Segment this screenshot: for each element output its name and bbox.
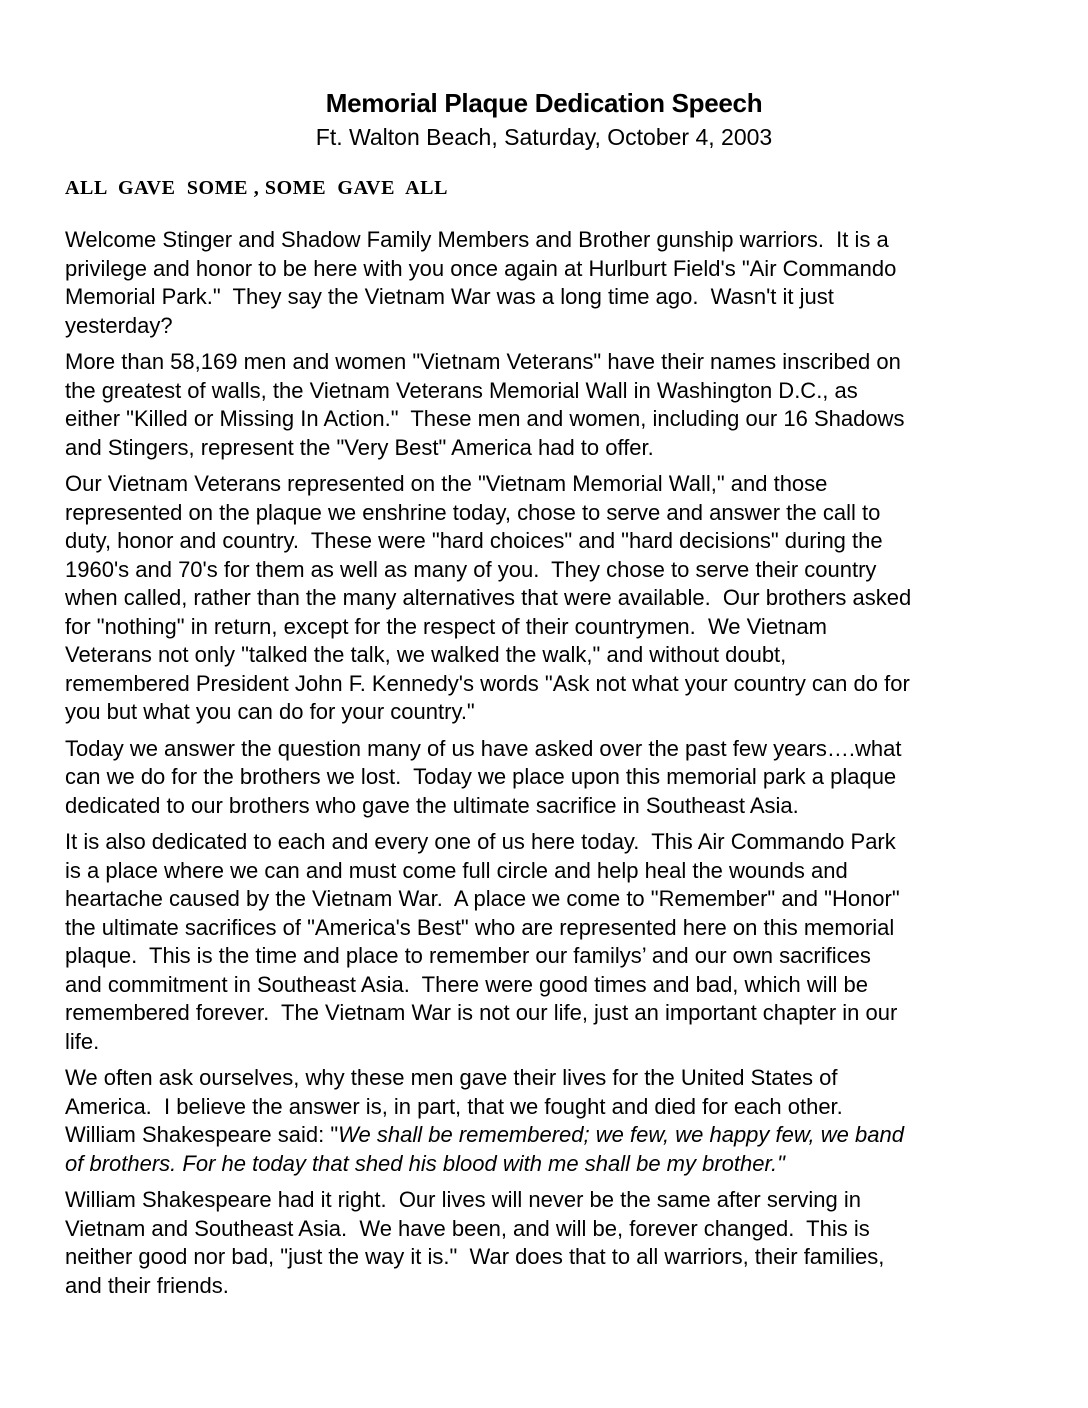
text-line: and Stingers, represent the "Very Best" America had to offer. — [65, 434, 654, 460]
text-line: and commitment in Southeast Asia. There were good times and bad, which will be — [65, 971, 869, 997]
quote-line — [65, 1150, 1025, 1179]
text-line: 1960's and 70's for them as well as many of you. They chose to serve their country — [65, 556, 877, 582]
text-line: dedicated to our brothers who gave the ultimate sacrifice in Southeast Asia. — [65, 792, 799, 818]
text-line: either "Killed or Missing In Action." These men and women, including our 16 Shadows — [65, 406, 905, 431]
paragraph-shakespeare-quote — [65, 1064, 1025, 1178]
text-line: William Shakespeare had it right. Our lives will never be the same after serving in — [65, 1187, 862, 1212]
paragraph-veterans-choice — [65, 470, 1025, 727]
quote-text: We shall be remembered; we few, we happy few, we band — [338, 1122, 904, 1147]
text-line: can we do for the brothers we lost. Today we place upon this memorial park a plaque — [65, 764, 897, 789]
quote-text: of brothers. For he today that shed his blood with me shall be my brother. — [65, 1150, 778, 1176]
paragraph-dedication — [65, 828, 1025, 1056]
text-line: the greatest of walls, the Vietnam Veterans Memorial Wall in Washington D.C., as — [65, 377, 858, 403]
text-line: More than 58,169 men and women "Vietnam Veterans" have their names inscribed on — [65, 349, 901, 374]
text-line: heartache caused by the Vietnam War. A place we come to "Remember" and "Honor" — [65, 886, 900, 911]
text-line: It is also dedicated to each and every one of us here today. This Air Commando Park — [65, 829, 896, 854]
text-line: America. I believe the answer is, in part, that we fought and died for each other. — [65, 1093, 843, 1119]
paragraph-memorial-wall — [65, 348, 1025, 462]
text-line: duty, honor and country. These were "hard choices" and "hard decisions" during the — [65, 528, 883, 553]
text-line: Our Vietnam Veterans represented on the "Vietnam Memorial Wall," and those — [65, 471, 828, 496]
text-line: for "nothing" in return, except for the respect of their countrymen. We Vietnam — [65, 613, 827, 639]
document-subtitle: Ft. Walton Beach, Saturday, October 4, 2003 — [315, 124, 773, 150]
text-line: remembered forever. The Vietnam War is not our life, just an important chapter in our — [65, 1000, 898, 1025]
text-line: and their friends. — [65, 1272, 229, 1298]
text-line: remembered President John F. Kennedy's words "Ask not what your country can do for — [65, 670, 910, 696]
text-line: We often ask ourselves, why these men gave their lives for the United States of — [65, 1065, 838, 1090]
text-line: neither good nor bad, "just the way it is." War does that to all warriors, their families, — [65, 1244, 885, 1269]
text-line: Welcome Stinger and Shadow Family Members and Brother gunship warriors. It is a — [65, 227, 889, 252]
text-line: the ultimate sacrifices of "America's Best" who are represented here on this memorial — [65, 914, 895, 940]
text-line: is a place where we can and must come full circle and help heal the wounds and — [65, 857, 848, 883]
text-line: when called, rather than the many alternatives that were available. Our brothers asked — [65, 585, 912, 610]
text-line: Today we answer the question many of us have asked over the past few years….what — [65, 735, 902, 761]
paragraph-welcome — [65, 226, 1025, 340]
quote-attribution: William Shakespeare said: " — [65, 1122, 339, 1147]
document-title: Memorial Plaque Dedication Speech — [325, 88, 763, 118]
paragraph-today — [65, 735, 1025, 821]
text-line: Vietnam and Southeast Asia. We have been, and will be, forever changed. This is — [65, 1215, 870, 1241]
text-line: plaque. This is the time and place to remember our familys’ and our own sacrifices — [65, 943, 871, 968]
paragraph-closing — [65, 1186, 1025, 1300]
text-line: you but what you can do for your country." — [65, 699, 475, 724]
text-line: Memorial Park." They say the Vietnam War was a long time ago. Wasn't it just — [65, 284, 834, 309]
text-line: yesterday? — [65, 312, 173, 338]
speech-body — [65, 226, 1025, 1308]
quote-closing-mark: " — [777, 1150, 785, 1176]
text-line: life. — [65, 1028, 100, 1054]
text-line: represented on the plaque we enshrine today, chose to serve and answer the call to — [65, 499, 881, 525]
quote-line — [65, 1121, 1025, 1150]
motto-heading: ALL GAVE SOME , SOME GAVE ALL — [65, 177, 449, 199]
text-line: Veterans not only "talked the talk, we walked the walk," and without doubt, — [65, 642, 787, 667]
text-line: privilege and honor to be here with you once again at Hurlburt Field's "Air Commando — [65, 255, 897, 281]
